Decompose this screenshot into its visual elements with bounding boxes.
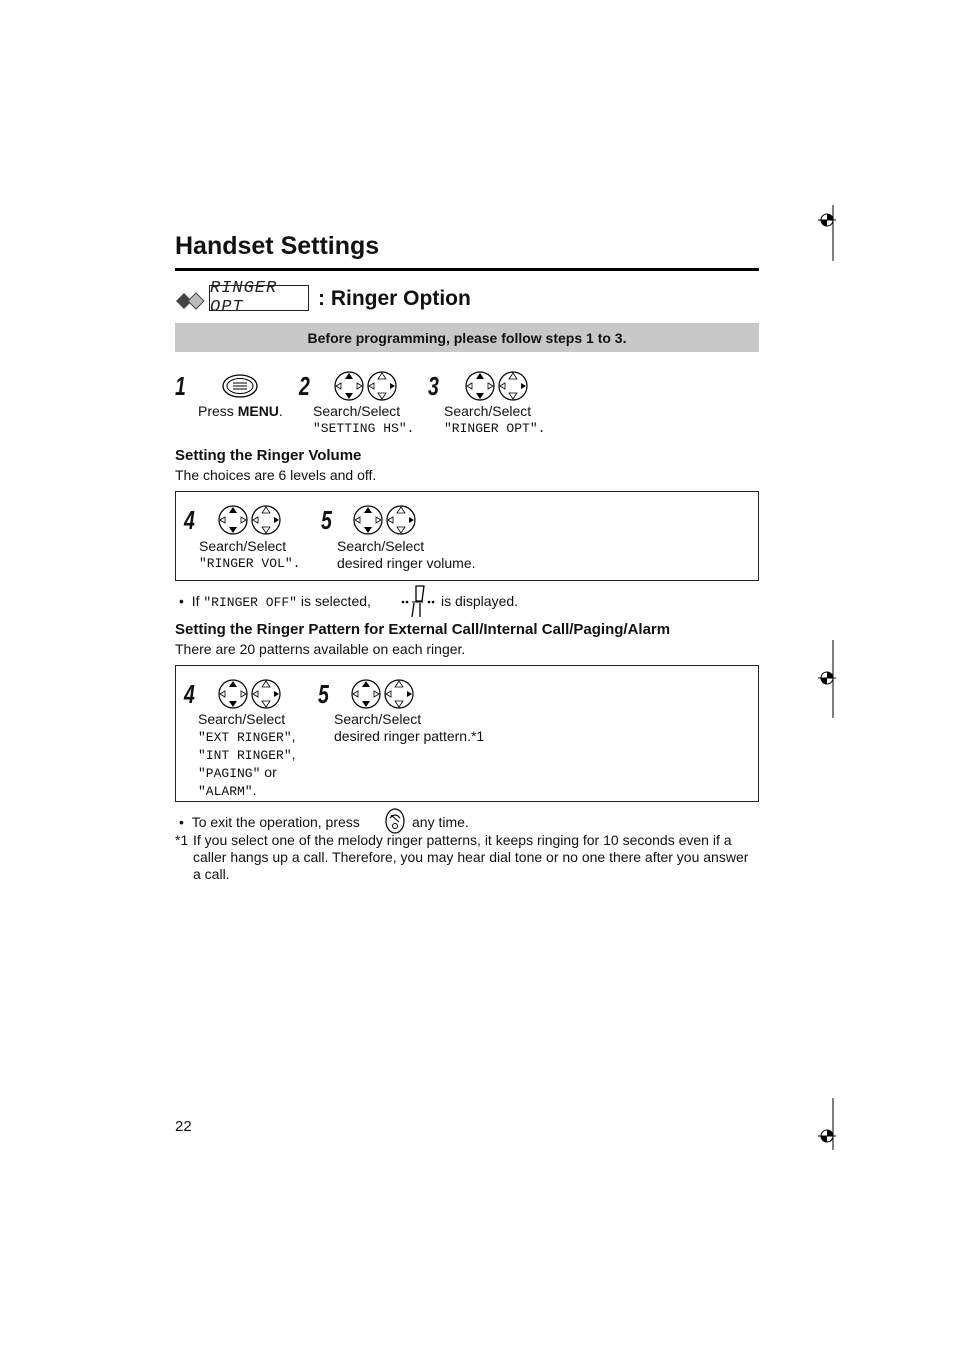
page-number: 22 bbox=[175, 1118, 192, 1135]
section-title: : Ringer Option bbox=[318, 287, 471, 310]
instruction-banner: Before programming, please follow steps 1 to 3. bbox=[175, 323, 759, 352]
step-number: 1 bbox=[175, 371, 186, 401]
registration-mark-icon bbox=[816, 640, 836, 718]
step-number: 5 bbox=[318, 679, 329, 709]
navigator-key-icon bbox=[465, 371, 529, 401]
navigator-key-icon bbox=[353, 505, 417, 535]
volume-heading: Setting the Ringer Volume bbox=[175, 447, 362, 464]
navigator-key-icon bbox=[334, 371, 398, 401]
step3-text: Search/Select "RINGER OPT". bbox=[444, 403, 546, 436]
volume-desc: The choices are 6 levels and off. bbox=[175, 467, 377, 483]
pattern-heading: Setting the Ringer Pattern for External Call/Internal Call/Paging/Alarm bbox=[175, 621, 671, 638]
navigator-key-icon bbox=[351, 679, 415, 709]
volume-step4-text: Search/Select "RINGER VOL". bbox=[199, 538, 301, 571]
lcd-text: RINGER OPT bbox=[210, 279, 278, 317]
registration-mark-icon bbox=[816, 1098, 836, 1150]
step-number: 2 bbox=[299, 371, 310, 401]
pattern-desc: There are 20 patterns available on each ringer. bbox=[175, 641, 466, 657]
volume-note: • If "RINGER OFF" is selected, bbox=[179, 593, 371, 610]
volume-step5-text: Search/Select desired ringer volume. bbox=[337, 538, 476, 571]
volume-note-end: is displayed. bbox=[441, 593, 519, 609]
diamond-bullet-icon bbox=[176, 292, 206, 310]
title-rule bbox=[175, 268, 759, 271]
pattern-step4-text: Search/Select "EXT RINGER", "INT RINGER", "PAGING" or "ALARM". bbox=[198, 711, 296, 799]
pattern-step5-text: Search/Select desired ringer pattern.*1 bbox=[334, 711, 485, 744]
ringer-off-icon bbox=[400, 583, 436, 619]
step-number: 4 bbox=[184, 679, 195, 709]
footnote-text: If you select one of the melody ringer patterns, it keeps ringing for 10 seconds even if a caller hangs up a call. Therefore, you may hear dial tone or no one there after you answer a call. bbox=[193, 832, 749, 882]
navigator-key-icon bbox=[218, 505, 282, 535]
step-number: 3 bbox=[428, 371, 439, 401]
step-number: 5 bbox=[321, 505, 332, 535]
exit-note-end: any time. bbox=[412, 814, 469, 830]
off-button-icon bbox=[384, 808, 406, 834]
menu-button-icon bbox=[221, 373, 259, 399]
footnote-mark: *1 bbox=[175, 832, 189, 848]
step2-text: Search/Select "SETTING HS". bbox=[313, 403, 415, 436]
navigator-key-icon bbox=[218, 679, 282, 709]
lcd-display bbox=[209, 279, 309, 317]
step-number: 4 bbox=[184, 505, 195, 535]
exit-note: • To exit the operation, press bbox=[179, 814, 360, 830]
page-title: Handset Settings bbox=[175, 232, 380, 260]
step1-text: Press MENU. bbox=[198, 403, 283, 419]
registration-mark-icon bbox=[816, 205, 836, 261]
